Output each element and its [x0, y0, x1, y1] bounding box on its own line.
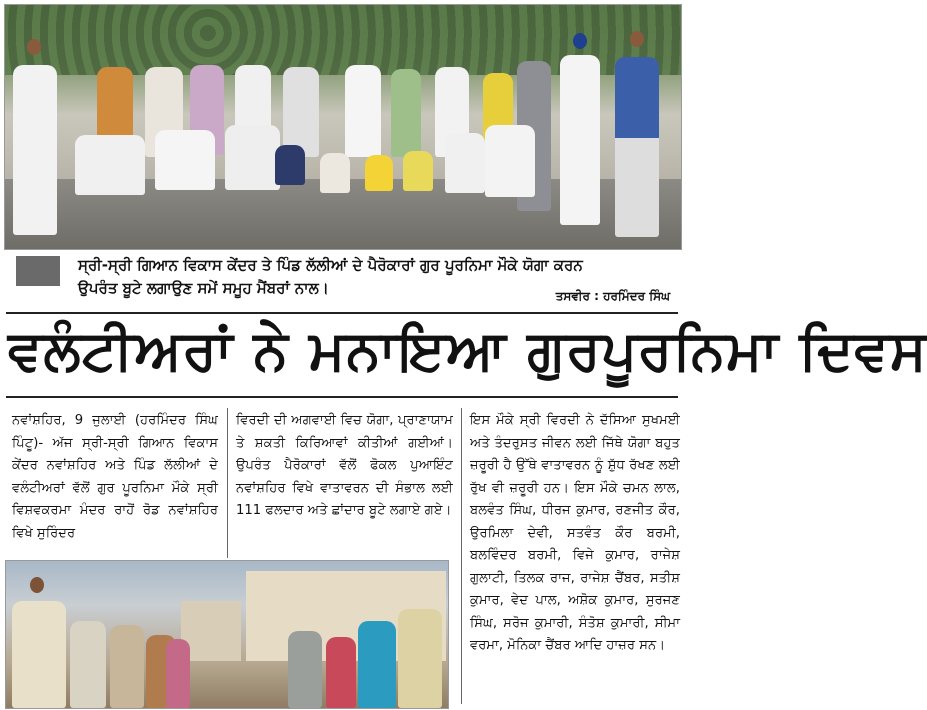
caption-line-1: ਸ੍ਰੀ-ਸ੍ਰੀ ਗਿਆਨ ਵਿਕਾਸ ਕੇਂਦਰ ਤੇ ਪਿੰਡ ਲੱਲੀਆਂ ਦੇ ਪੈਰੋਕਾਰਾਂ ਗੁਰ ਪੂਰਨਿਮਾ ਮੌਕੇ ਯੋਗਾ ਕਰਨ	[78, 256, 583, 274]
divider-top	[6, 312, 678, 314]
article-column-1: ਨਵਾਂਸ਼ਹਿਰ, 9 ਜੁਲਾਈ (ਹਰਮਿੰਦਰ ਸਿੰਘ ਪਿੰਟੂ)- ਅੱਜ ਸ੍ਰੀ-ਸ੍ਰੀ ਗਿਆਨ ਵਿਕਾਸ ਕੇਂਦਰ ਨਵਾਂਸ਼ਹਿਰ ਅਤੇ ਪਿੰਡ ਲੱਲੀਆਂ ਦੇ ਵਲੰਟੀਅਰਾਂ ਵੱਲੋਂ ਗੁਰ ਪੂਰਨਿਮਾ ਮੌਕੇ ਸ੍ਰੀ ਵਿਸ਼ਵਕਰਮਾ ਮੰਦਰ ਰਾਹੋਂ ਰੋਡ ਨਵਾਂਸ਼ਹਿਰ ਵਿਖੇ ਸੁਰਿੰਦਰ	[12, 413, 218, 541]
photo-credit: ਤਸਵੀਰ : ਹਰਮਿੰਦਰ ਸਿੰਘ	[555, 289, 670, 303]
divider-bottom	[6, 396, 678, 398]
caption-line-2: ਉਪਰੰਤ ਬੂਟੇ ਲਗਾਉਣ ਸਮੇਂ ਸਮੂਹ ਮੈਂਬਰਾਂ ਨਾਲ।	[78, 279, 329, 297]
group-photo	[4, 4, 682, 250]
column-rule-1	[227, 408, 228, 558]
caption-marker	[16, 256, 60, 286]
headline: ਵਲੰਟੀਅਰਾਂ ਨੇ ਮਨਾਇਆ ਗੁਰਪੂਰਨਿਮਾ ਦਿਵਸ	[8, 318, 927, 382]
article-column-3: ਇਸ ਮੌਕੇ ਸ੍ਰੀ ਵਿਰਦੀ ਨੇ ਦੱਸਿਆ ਸੁਖਮਈ ਅਤੇ ਤੰਦਰੁਸਤ ਜੀਵਨ ਲਈ ਜਿੱਥੇ ਯੋਗਾ ਬਹੁਤ ਜ਼ਰੂਰੀ ਹੈ ਉੱਥੇ ਵਾਤਾਵਰਨ ਨੂੰ ਸ਼ੁੱਧ ਰੱਖਣ ਲਈ ਰੁੱਖ ਵੀ ਜ਼ਰੂਰੀ ਹਨ। ਇਸ ਮੌਕੇ ਚਮਨ ਲਾਲ, ਬਲਵੰਤ ਸਿੰਘ, ਧੀਰਜ ਕੁਮਾਰ, ਰਣਜੀਤ ਕੌਰ, ਉਰਮਿਲਾ ਦੇਵੀ, ਸਤਵੰਤ ਕੌਰ ਬਰਮੀ, ਬਲਵਿੰਦਰ ਬਰਮੀ, ਵਿਜੇ ਕੁਮਾਰ, ਰਾਜੇਸ਼ ਗੁਲਾਟੀ, ਤਿਲਕ ਰਾਜ, ਰਾਜੇਸ਼ ਚੈਂਬਰ, ਸਤੀਸ਼ ਕੁਮਾਰ, ਵੇਦ ਪਾਲ, ਅਸ਼ੋਕ ਕੁਮਾਰ, ਸੁਰਜਣ ਸਿੰਘ, ਸਰੋਜ ਕੁਮਾਰੀ, ਸੰਤੋਸ਼ ਕੁਮਾਰੀ, ਸੀਮਾ ਵਰਮਾ, ਮੋਨਿਕਾ ਚੈਂਬਰ ਆਦਿ ਹਾਜ਼ਰ ਸਨ।	[470, 413, 680, 653]
tree-planting-photo	[5, 560, 449, 709]
article-column-2: ਵਿਰਦੀ ਦੀ ਅਗਵਾਈ ਵਿਚ ਯੋਗਾ, ਪ੍ਰਾਣਾਯਾਮ ਤੇ ਸ਼ਕਤੀ ਕਿਰਿਆਵਾਂ ਕੀਤੀਆਂ ਗਈਆਂ। ਉਪਰੰਤ ਪੈਰੋਕਾਰਾਂ ਵੱਲੋਂ ਫੋਕਲ ਪੁਆਇੰਟ ਨਵਾਂਸ਼ਹਿਰ ਵਿਖੇ ਵਾਤਾਵਰਨ ਦੀ ਸੰਭਾਲ ਲਈ 111 ਫਲਦਾਰ ਅਤੇ ਛਾਂਦਾਰ ਬੂਟੇ ਲਗਾਏ ਗਏ।	[236, 413, 453, 518]
column-rule-2	[461, 408, 462, 704]
